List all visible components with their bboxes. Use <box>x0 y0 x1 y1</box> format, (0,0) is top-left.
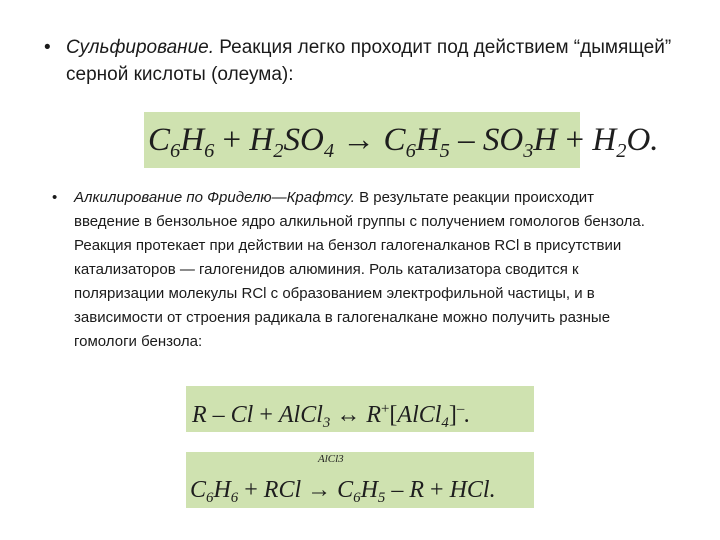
term-alkylation: Алкилирование по Фриделю—Крафтсу. <box>74 189 355 206</box>
bullet-sulfonation <box>44 34 684 88</box>
equation-sulfonation: $C_6H_6 + H_2SO_4 \to C_6H_5 - SO_3H + H_2O$. <box>144 112 580 168</box>
bullet-text <box>52 186 662 354</box>
equation-electrophile-formation: R – Cl + AlCl$_3$ ↔ R+[AlCl$_4$]–. <box>186 386 534 432</box>
bullet-text <box>44 34 684 88</box>
equation-line: $C_6H_6$ + RCl → $C_6H_5$ – R + HCl. <box>190 477 496 507</box>
bullet-marker: • <box>44 37 51 58</box>
sulfonation-description: Реакция легко проходит под действием “дымящей” серной кислоты (олеума): <box>66 37 672 85</box>
alkylation-description: В результате реакции происходит введение в бензольное ядро алкильной группы с получением гомологов бензола. Реакция протекает при действии на бензол галогеналканов RCl в присутствии катализаторов — галогенидов алюминия. Роль катализатора сводится к поляризации молекулы RCl с образованием электрофильной частицы, и в зависимости от строения радикала в галогеналкане можно получить разные гомологи бензола: <box>74 189 645 350</box>
bullet-alkylation <box>52 186 662 354</box>
bullet-marker: • <box>52 189 58 206</box>
equation-alkylation <box>186 452 534 508</box>
catalyst-label: AlCl3 <box>318 453 344 465</box>
term-sulfonation: Сульфирование. <box>66 37 215 58</box>
